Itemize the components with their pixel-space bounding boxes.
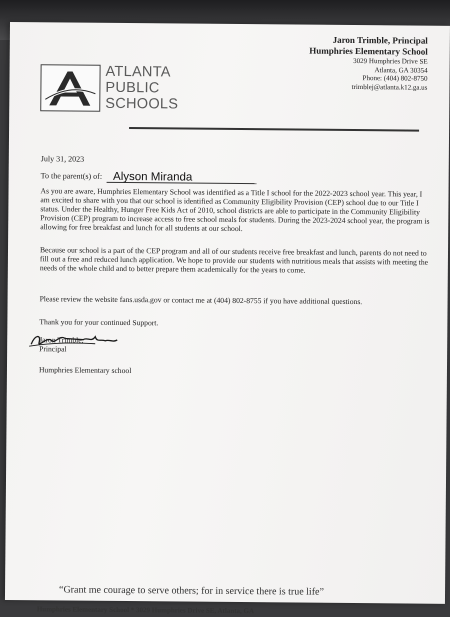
sender-phone: Phone: (404) 802-8750 [362, 74, 428, 83]
recipient-fill-line [107, 170, 257, 184]
sender-school: Humphries Elementary School [309, 45, 428, 57]
signer-title: Principal [39, 344, 67, 354]
signer-name: Jaron Trimble, [39, 335, 84, 345]
logo-line-atlanta: ATLANTA [105, 63, 171, 81]
logo-line-schools: SCHOOLS [105, 95, 179, 113]
parent-name: Alyson Miranda [113, 170, 193, 184]
aps-logo-wordmark [105, 64, 195, 113]
footer-quote: “Grant me courage to serve others; for in service there is true life” [58, 584, 324, 598]
signer-school: Humphries Elementary school [38, 365, 132, 376]
paragraph-contact: Please review the website fans.usda.gov or contact me at (404) 802-8755 if you have additional questions. [39, 294, 363, 307]
closing-line: Thank you for your continued Support. [39, 317, 159, 328]
letter-page [5, 22, 450, 616]
sender-address-block [309, 35, 428, 92]
letter-date: July 31, 2023 [40, 154, 85, 164]
sender-email: trimblej@atlanta.k12.ga.us [351, 82, 428, 92]
sender-city: Atlanta, GA 30354 [374, 65, 428, 75]
sender-street: 3029 Humphries Drive SE [353, 56, 428, 66]
header-divider [129, 127, 419, 132]
logo-line-public: PUBLIC [105, 79, 160, 97]
paragraph-cep-program: Because our school is a part of the CEP program and all of our students receive free breakfast and lunch, parents do not need to fill out a free and reduced lunch application. We hope to provide our students with nutritious meals that assists with meeting the needs of the whole child and to better prepare them academically for the years to come. [39, 245, 429, 275]
signer-block [39, 335, 83, 354]
aps-logo-icon [40, 64, 100, 112]
footer-address: Humphries Elementary School * 3029 Humphries Drive SE, Atlanta, GA [36, 605, 255, 616]
paragraph-title-one: As you are aware, Humphries Elementary School was identified as a Title I school for the 2022-2023 school year. This year, I am excited to share with you that our school is identified as Community Eligibility Provision (CEP) school due to our Title I status. Under the Healthy, Hunger Free Kids Act of 2010, school districts are able to participate in the Community Eligibility Provision (CEP) program to increase access to free school meals for students. During the 2023-2024 school year, the program is allowing for free breakfast and lunch for all students at our school. [40, 186, 430, 234]
recipient-prefix: To the parent(s) of: [40, 171, 103, 181]
sender-name: Jaron Trimble, Principal [332, 34, 428, 46]
recipient-line [41, 169, 258, 184]
